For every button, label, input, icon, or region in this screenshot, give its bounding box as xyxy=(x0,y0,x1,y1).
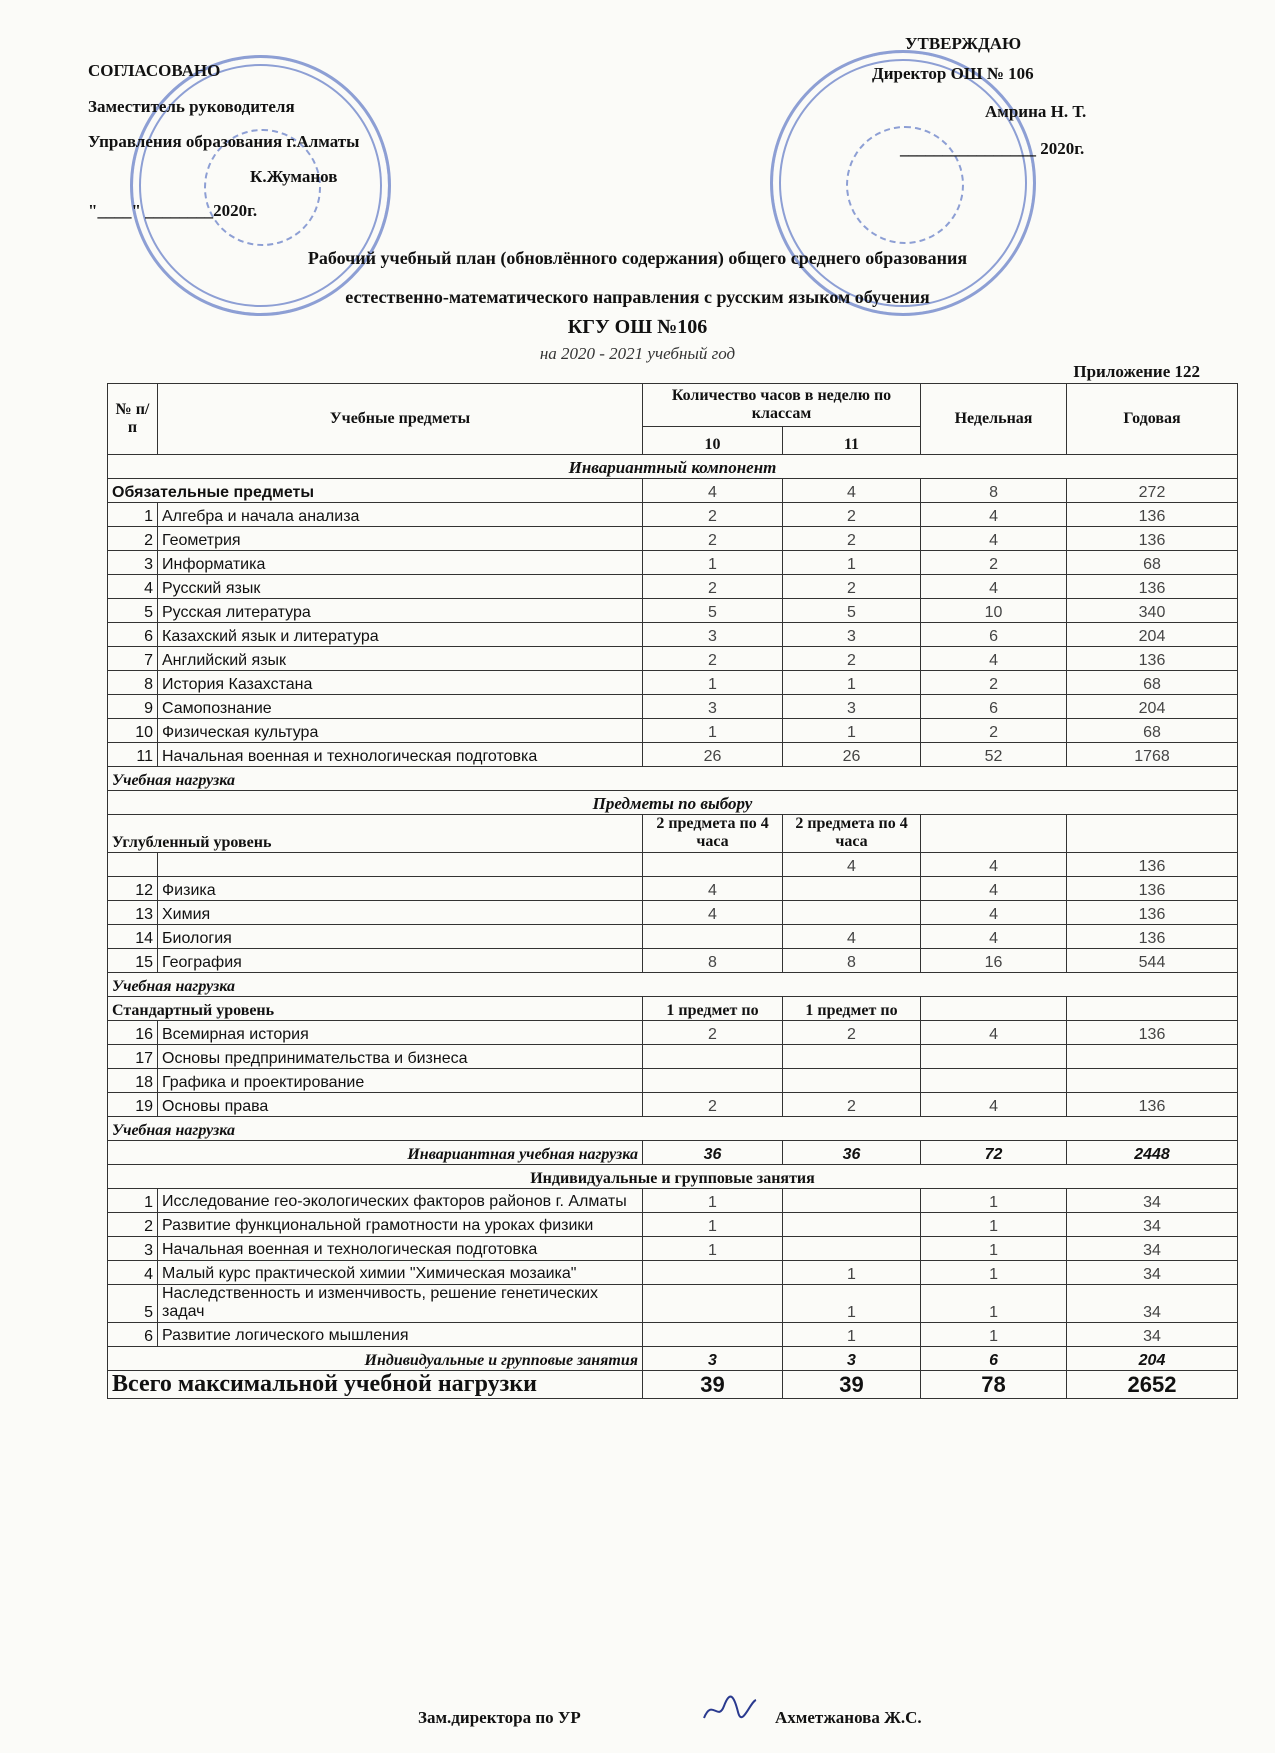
section-individual-row xyxy=(108,1164,1238,1188)
hours-grade-10 xyxy=(643,1284,783,1322)
hours-yearly: 136 xyxy=(1067,575,1238,599)
subject-name: Малый курс практической химии "Химическая мозаика" xyxy=(158,1260,643,1284)
hours-grade-10: 2 xyxy=(643,1020,783,1044)
subject-name: Физическая культура xyxy=(158,719,643,743)
standard-subject-row xyxy=(108,1068,1238,1092)
individual-subject-row xyxy=(108,1188,1238,1212)
row-number: 1 xyxy=(108,503,158,527)
subject-name: Всемирная история xyxy=(158,1020,643,1044)
invariant-load-g11: 36 xyxy=(783,1140,921,1164)
subject-name: География xyxy=(158,948,643,972)
hours-yearly: 544 xyxy=(1067,948,1238,972)
hours-yearly: 136 xyxy=(1067,503,1238,527)
row-number: 7 xyxy=(108,647,158,671)
individual-subject-row xyxy=(108,1284,1238,1322)
hours-weekly: 16 xyxy=(921,948,1067,972)
hours-grade-10: 2 xyxy=(643,1092,783,1116)
hours-grade-11: 1 xyxy=(783,719,921,743)
grand-total-label: Всего максимальной учебной нагрузки xyxy=(108,1370,643,1398)
individual-total-g11: 3 xyxy=(783,1346,921,1370)
load-label-1: Учебная нагрузка xyxy=(108,767,1238,791)
standard-subject-row xyxy=(108,1092,1238,1116)
hours-grade-11: 2 xyxy=(783,503,921,527)
subject-name: Биология xyxy=(158,924,643,948)
hours-grade-10 xyxy=(643,1322,783,1346)
hours-weekly: 52 xyxy=(921,743,1067,767)
row-number: 4 xyxy=(108,1260,158,1284)
hours-weekly: 1 xyxy=(921,1260,1067,1284)
hours-grade-11 xyxy=(783,1236,921,1260)
advanced-g10: 2 предмета по 4 часа xyxy=(643,815,783,853)
grand-total-year: 2652 xyxy=(1067,1370,1238,1398)
subject-row xyxy=(108,599,1238,623)
subject-name: Начальная военная и технологическая подготовка xyxy=(158,1236,643,1260)
subject-row xyxy=(108,695,1238,719)
hours-grade-10: 3 xyxy=(643,623,783,647)
hours-grade-11: 3 xyxy=(783,695,921,719)
row-number: 18 xyxy=(108,1068,158,1092)
mandatory-label: Обязательные предметы xyxy=(108,479,643,503)
header-yearly: Годовая xyxy=(1067,384,1238,455)
individual-total-year: 204 xyxy=(1067,1346,1238,1370)
curriculum-table xyxy=(107,383,1238,1399)
advanced-first-g11: 4 xyxy=(783,852,921,876)
hours-grade-11 xyxy=(783,1188,921,1212)
hours-weekly: 1 xyxy=(921,1284,1067,1322)
hours-grade-11: 5 xyxy=(783,599,921,623)
hours-weekly: 4 xyxy=(921,527,1067,551)
subject-name: Графика и проектирование xyxy=(158,1068,643,1092)
invariant-load-g10: 36 xyxy=(643,1140,783,1164)
hours-grade-10: 1 xyxy=(643,551,783,575)
mandatory-g11: 4 xyxy=(783,479,921,503)
approval-left-title: СОГЛАСОВАНО xyxy=(88,61,221,80)
hours-yearly: 136 xyxy=(1067,647,1238,671)
table-header-row xyxy=(108,384,1238,427)
standard-subject-row xyxy=(108,1044,1238,1068)
advanced-subject-row xyxy=(108,948,1238,972)
advanced-row xyxy=(108,815,1238,853)
hours-weekly: 6 xyxy=(921,695,1067,719)
load-row-3 xyxy=(108,1116,1238,1140)
subject-name: Химия xyxy=(158,900,643,924)
hours-yearly: 204 xyxy=(1067,623,1238,647)
hours-yearly: 136 xyxy=(1067,876,1238,900)
hours-grade-10: 26 xyxy=(643,743,783,767)
subject-name: История Казахстана xyxy=(158,671,643,695)
hours-grade-10: 1 xyxy=(643,1188,783,1212)
subject-name: Информатика xyxy=(158,551,643,575)
subject-name: Исследование гео-экологических факторов районов г. Алматы xyxy=(158,1188,643,1212)
approval-left-signer: К.Жуманов xyxy=(250,167,338,186)
subject-name: Русский язык xyxy=(158,575,643,599)
hours-weekly: 4 xyxy=(921,647,1067,671)
hours-grade-11: 2 xyxy=(783,527,921,551)
hours-weekly: 6 xyxy=(921,623,1067,647)
subject-name: Русская литература xyxy=(158,599,643,623)
individual-total-week: 6 xyxy=(921,1346,1067,1370)
hours-grade-11: 8 xyxy=(783,948,921,972)
hours-weekly: 2 xyxy=(921,671,1067,695)
individual-subject-row xyxy=(108,1322,1238,1346)
row-number: 8 xyxy=(108,671,158,695)
hours-grade-11 xyxy=(783,1044,921,1068)
section-individual: Индивидуальные и групповые занятия xyxy=(108,1164,1238,1188)
hours-grade-11: 3 xyxy=(783,623,921,647)
approval-right-line1: Директор ОШ № 106 xyxy=(872,64,1034,83)
handwritten-signature xyxy=(700,1692,760,1728)
hours-grade-11 xyxy=(783,900,921,924)
individual-subject-row xyxy=(108,1260,1238,1284)
load-label-2: Учебная нагрузка xyxy=(108,972,1238,996)
hours-yearly: 204 xyxy=(1067,695,1238,719)
subject-name: Наследственность и изменчивость, решение генетических задач xyxy=(158,1284,643,1322)
hours-grade-10: 2 xyxy=(643,647,783,671)
row-number: 6 xyxy=(108,623,158,647)
hours-grade-11: 26 xyxy=(783,743,921,767)
subject-name: Начальная военная и технологическая подготовка xyxy=(158,743,643,767)
header-number: № п/п xyxy=(108,384,158,455)
row-number: 5 xyxy=(108,599,158,623)
invariant-load-label: Инвариантная учебная нагрузка xyxy=(108,1140,643,1164)
hours-grade-11: 1 xyxy=(783,1260,921,1284)
subject-name: Физика xyxy=(158,876,643,900)
hours-yearly: 34 xyxy=(1067,1212,1238,1236)
invariant-load-week: 72 xyxy=(921,1140,1067,1164)
approval-left-date: "____" ________2020г. xyxy=(88,201,258,220)
hours-grade-10: 4 xyxy=(643,876,783,900)
individual-total-g10: 3 xyxy=(643,1346,783,1370)
row-number: 12 xyxy=(108,876,158,900)
standard-g11: 1 предмет по xyxy=(783,996,921,1020)
hours-grade-11: 1 xyxy=(783,671,921,695)
header-subjects: Учебные предметы xyxy=(158,384,643,455)
hours-grade-11: 4 xyxy=(783,924,921,948)
hours-weekly: 4 xyxy=(921,924,1067,948)
hours-grade-10: 2 xyxy=(643,503,783,527)
row-number: 1 xyxy=(108,1188,158,1212)
row-number: 19 xyxy=(108,1092,158,1116)
row-number: 3 xyxy=(108,1236,158,1260)
section-invariant: Инвариантный компонент xyxy=(108,455,1238,479)
hours-weekly: 4 xyxy=(921,876,1067,900)
approval-right-signer: Амрина Н. Т. xyxy=(985,102,1087,121)
individual-subject-row xyxy=(108,1212,1238,1236)
row-number: 2 xyxy=(108,527,158,551)
hours-weekly: 2 xyxy=(921,551,1067,575)
subject-row xyxy=(108,527,1238,551)
header-grade-11: 11 xyxy=(783,427,921,455)
hours-yearly: 68 xyxy=(1067,671,1238,695)
hours-yearly: 34 xyxy=(1067,1236,1238,1260)
subject-name: Развитие логического мышления xyxy=(158,1322,643,1346)
approval-right-title: УТВЕРЖДАЮ xyxy=(905,34,1022,53)
hours-yearly: 136 xyxy=(1067,924,1238,948)
load-label-3: Учебная нагрузка xyxy=(108,1116,1238,1140)
advanced-subject-row xyxy=(108,876,1238,900)
hours-yearly: 34 xyxy=(1067,1260,1238,1284)
hours-weekly: 4 xyxy=(921,503,1067,527)
hours-yearly xyxy=(1067,1068,1238,1092)
row-number: 2 xyxy=(108,1212,158,1236)
hours-grade-10: 1 xyxy=(643,1236,783,1260)
standard-label: Стандартный уровень xyxy=(108,996,643,1020)
hours-weekly: 4 xyxy=(921,1020,1067,1044)
row-number: 14 xyxy=(108,924,158,948)
grand-total-g11: 39 xyxy=(783,1370,921,1398)
standard-subject-row xyxy=(108,1020,1238,1044)
subject-name: Самопознание xyxy=(158,695,643,719)
document-title-line1: Рабочий учебный план (обновлённого содержания) общего среднего образования xyxy=(307,248,968,268)
hours-yearly: 136 xyxy=(1067,527,1238,551)
advanced-subject-row xyxy=(108,924,1238,948)
hours-grade-11 xyxy=(783,876,921,900)
advanced-first-year: 136 xyxy=(1067,852,1238,876)
hours-yearly: 68 xyxy=(1067,719,1238,743)
load-row-1 xyxy=(108,767,1238,791)
hours-grade-10: 5 xyxy=(643,599,783,623)
hours-weekly: 1 xyxy=(921,1212,1067,1236)
hours-yearly: 136 xyxy=(1067,900,1238,924)
hours-grade-11: 2 xyxy=(783,647,921,671)
advanced-subject-row xyxy=(108,900,1238,924)
hours-weekly: 1 xyxy=(921,1236,1067,1260)
subject-row xyxy=(108,647,1238,671)
hours-grade-10: 1 xyxy=(643,719,783,743)
standard-row xyxy=(108,996,1238,1020)
hours-grade-10: 4 xyxy=(643,900,783,924)
subject-name: Основы предпринимательства и бизнеса xyxy=(158,1044,643,1068)
hours-grade-10: 1 xyxy=(643,1212,783,1236)
hours-yearly: 34 xyxy=(1067,1284,1238,1322)
appendix-label: Приложение 122 xyxy=(1073,362,1200,381)
approval-left-line1: Заместитель руководителя xyxy=(88,97,295,116)
hours-weekly: 1 xyxy=(921,1188,1067,1212)
hours-grade-11: 1 xyxy=(783,1322,921,1346)
hours-grade-10 xyxy=(643,1068,783,1092)
hours-yearly: 1768 xyxy=(1067,743,1238,767)
subject-row xyxy=(108,743,1238,767)
section-electives: Предметы по выбору xyxy=(108,791,1238,815)
hours-yearly: 34 xyxy=(1067,1188,1238,1212)
hours-yearly xyxy=(1067,1044,1238,1068)
hours-grade-11: 2 xyxy=(783,1020,921,1044)
hours-yearly: 136 xyxy=(1067,1092,1238,1116)
footer-name: Ахметжанова Ж.С. xyxy=(775,1708,922,1727)
row-number: 4 xyxy=(108,575,158,599)
document-academic-year: на 2020 - 2021 учебный год xyxy=(539,344,736,363)
individual-subject-row xyxy=(108,1236,1238,1260)
hours-weekly: 10 xyxy=(921,599,1067,623)
hours-weekly: 4 xyxy=(921,1092,1067,1116)
approval-left-line2: Управления образования г.Алматы xyxy=(88,132,360,151)
hours-grade-11: 2 xyxy=(783,1092,921,1116)
invariant-load-year: 2448 xyxy=(1067,1140,1238,1164)
row-number: 15 xyxy=(108,948,158,972)
section-invariant-row xyxy=(108,455,1238,479)
subject-name: Английский язык xyxy=(158,647,643,671)
hours-yearly: 340 xyxy=(1067,599,1238,623)
hours-grade-11 xyxy=(783,1212,921,1236)
hours-yearly: 68 xyxy=(1067,551,1238,575)
header-hours-per-week: Количество часов в неделю по классам xyxy=(643,384,921,427)
hours-grade-10 xyxy=(643,1044,783,1068)
hours-grade-10 xyxy=(643,924,783,948)
mandatory-week: 8 xyxy=(921,479,1067,503)
individual-total-row xyxy=(108,1346,1238,1370)
hours-yearly: 136 xyxy=(1067,1020,1238,1044)
hours-grade-10: 1 xyxy=(643,671,783,695)
hours-weekly: 1 xyxy=(921,1322,1067,1346)
mandatory-row xyxy=(108,479,1238,503)
section-electives-row xyxy=(108,791,1238,815)
row-number: 9 xyxy=(108,695,158,719)
subject-name: Алгебра и начала анализа xyxy=(158,503,643,527)
row-number: 16 xyxy=(108,1020,158,1044)
mandatory-year: 272 xyxy=(1067,479,1238,503)
hours-grade-11: 1 xyxy=(783,1284,921,1322)
subject-row xyxy=(108,719,1238,743)
row-number: 3 xyxy=(108,551,158,575)
subject-row xyxy=(108,671,1238,695)
header-grade-10: 10 xyxy=(643,427,783,455)
hours-grade-11: 1 xyxy=(783,551,921,575)
hours-grade-10: 2 xyxy=(643,575,783,599)
row-number: 5 xyxy=(108,1284,158,1322)
approval-right-date: ________________ 2020г. xyxy=(900,139,1085,158)
hours-grade-10: 8 xyxy=(643,948,783,972)
hours-grade-10: 2 xyxy=(643,527,783,551)
hours-weekly xyxy=(921,1068,1067,1092)
invariant-load-row xyxy=(108,1140,1238,1164)
document-title-school: КГУ ОШ №106 xyxy=(567,316,708,338)
header-weekly: Недельная xyxy=(921,384,1067,455)
grand-total-g10: 39 xyxy=(643,1370,783,1398)
hours-grade-11 xyxy=(783,1068,921,1092)
subject-row xyxy=(108,503,1238,527)
hours-weekly xyxy=(921,1044,1067,1068)
row-number: 11 xyxy=(108,743,158,767)
standard-g10: 1 предмет по xyxy=(643,996,783,1020)
row-number: 13 xyxy=(108,900,158,924)
subject-row xyxy=(108,551,1238,575)
advanced-first-row xyxy=(108,852,1238,876)
subject-name: Основы права xyxy=(158,1092,643,1116)
row-number: 17 xyxy=(108,1044,158,1068)
subject-row xyxy=(108,623,1238,647)
subject-name: Казахский язык и литература xyxy=(158,623,643,647)
hours-weekly: 2 xyxy=(921,719,1067,743)
document-title-line2: естественно-математического направления с русским языком обучения xyxy=(345,287,930,307)
mandatory-g10: 4 xyxy=(643,479,783,503)
official-stamp-right xyxy=(770,50,1036,316)
load-row-2 xyxy=(108,972,1238,996)
hours-grade-11: 2 xyxy=(783,575,921,599)
row-number: 10 xyxy=(108,719,158,743)
grand-total-week: 78 xyxy=(921,1370,1067,1398)
subject-name: Геометрия xyxy=(158,527,643,551)
advanced-g11: 2 предмета по 4 часа xyxy=(783,815,921,853)
advanced-label: Углубленный уровень xyxy=(108,815,643,853)
individual-total-label: Индивидуальные и групповые занятия xyxy=(108,1346,643,1370)
subject-row xyxy=(108,575,1238,599)
hours-weekly: 4 xyxy=(921,900,1067,924)
hours-yearly: 34 xyxy=(1067,1322,1238,1346)
hours-grade-10 xyxy=(643,1260,783,1284)
hours-grade-10: 3 xyxy=(643,695,783,719)
subject-name: Развитие функциональной грамотности на уроках физики xyxy=(158,1212,643,1236)
hours-weekly: 4 xyxy=(921,575,1067,599)
grand-total-row xyxy=(108,1370,1238,1398)
advanced-first-week: 4 xyxy=(921,852,1067,876)
row-number: 6 xyxy=(108,1322,158,1346)
footer-position: Зам.директора по УР xyxy=(418,1708,581,1727)
